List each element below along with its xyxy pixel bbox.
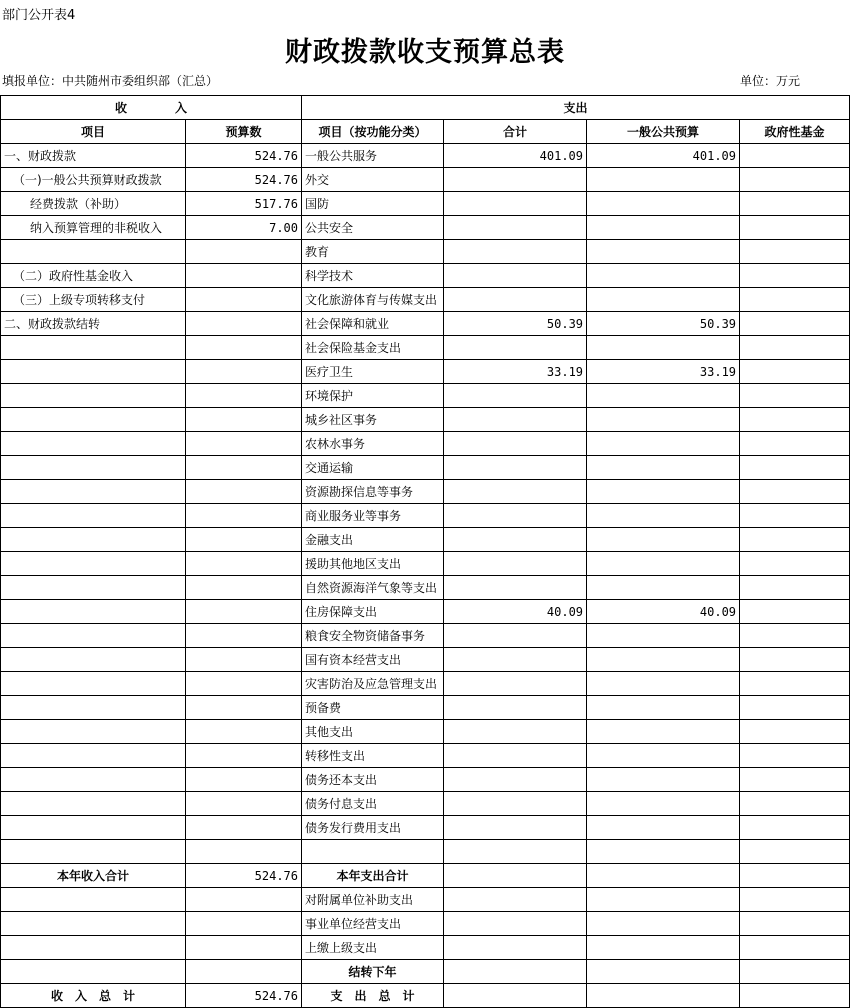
column-header-row (1, 120, 850, 144)
expense-general (587, 216, 740, 240)
table-row (1, 168, 850, 192)
expense-total (444, 696, 587, 720)
income-value (186, 696, 302, 720)
expense-total (444, 624, 587, 648)
expense-fund (740, 552, 850, 576)
cell (186, 912, 302, 936)
expense-fund (740, 384, 850, 408)
income-item (1, 552, 186, 576)
expense-fund (740, 768, 850, 792)
expense-general: 50.39 (587, 312, 740, 336)
table-row (1, 624, 850, 648)
expense-fund (740, 648, 850, 672)
expense-item: 社会保障和就业 (302, 312, 444, 336)
cell (444, 864, 587, 888)
cell (587, 984, 740, 1008)
budget-table (0, 95, 850, 1008)
income-value (186, 360, 302, 384)
expense-general (587, 768, 740, 792)
income-item (1, 816, 186, 840)
income-item (1, 648, 186, 672)
income-value (186, 288, 302, 312)
year-income-value: 524.76 (186, 864, 302, 888)
cell (587, 864, 740, 888)
expense-fund (740, 456, 850, 480)
expense-total: 40.09 (444, 600, 587, 624)
income-value (186, 792, 302, 816)
table-row (1, 432, 850, 456)
expense-header: 支出 (302, 96, 850, 120)
cell (1, 960, 186, 984)
expense-fund (740, 360, 850, 384)
expense-fund (740, 840, 850, 864)
income-total-label: 收 入 总 计 (1, 984, 186, 1008)
income-item (1, 720, 186, 744)
expense-item: 交通运输 (302, 456, 444, 480)
income-item (1, 792, 186, 816)
expense-general (587, 552, 740, 576)
expense-fund (740, 816, 850, 840)
table-row (1, 768, 850, 792)
income-item: （一)一般公共预算财政拨款 (1, 168, 186, 192)
expense-item: 援助其他地区支出 (302, 552, 444, 576)
table-row (1, 792, 850, 816)
income-item (1, 432, 186, 456)
expense-item: 自然资源海洋气象等支出 (302, 576, 444, 600)
expense-total (444, 528, 587, 552)
income-value (186, 240, 302, 264)
expense-total (444, 840, 587, 864)
income-value (186, 432, 302, 456)
form-number: 部门公开表4 (2, 8, 76, 23)
expense-item: 医疗卫生 (302, 360, 444, 384)
cell (740, 960, 850, 984)
table-row (1, 384, 850, 408)
income-value: 7.00 (186, 216, 302, 240)
expense-fund (740, 792, 850, 816)
expense-total (444, 336, 587, 360)
expense-total: 401.09 (444, 144, 587, 168)
cell (186, 888, 302, 912)
expense-general (587, 168, 740, 192)
table-row (1, 696, 850, 720)
expense-fund (740, 168, 850, 192)
income-item (1, 768, 186, 792)
income-item (1, 672, 186, 696)
table-row (1, 912, 850, 936)
expense-fund (740, 264, 850, 288)
cell (186, 960, 302, 984)
income-value (186, 480, 302, 504)
income-item (1, 600, 186, 624)
expense-total (444, 288, 587, 312)
expense-total (444, 816, 587, 840)
expense-item: 预备费 (302, 696, 444, 720)
page-title: 财政拨款收支预算总表 (285, 37, 565, 68)
expense-total (444, 744, 587, 768)
income-item: 经费拨款（补助） (1, 192, 186, 216)
expense-total: 50.39 (444, 312, 587, 336)
table-row (1, 144, 850, 168)
expense-fund (740, 720, 850, 744)
cell (740, 864, 850, 888)
table-row (1, 840, 850, 864)
expense-general (587, 840, 740, 864)
income-value (186, 672, 302, 696)
expense-item: 债务还本支出 (302, 768, 444, 792)
expense-item: 国防 (302, 192, 444, 216)
expense-item: 债务发行费用支出 (302, 816, 444, 840)
table-row (1, 480, 850, 504)
expense-total (444, 240, 587, 264)
expense-general (587, 696, 740, 720)
expense-item (302, 840, 444, 864)
income-item (1, 336, 186, 360)
table-row (1, 648, 850, 672)
table-row (1, 360, 850, 384)
table-row (1, 528, 850, 552)
expense-fund (740, 192, 850, 216)
expense-total (444, 768, 587, 792)
table-row (1, 456, 850, 480)
table-row (1, 600, 850, 624)
cell (740, 888, 850, 912)
cell (587, 936, 740, 960)
expense-fund (740, 480, 850, 504)
year-income-label: 本年收入合计 (1, 864, 186, 888)
expense-item: 文化旅游体育与传媒支出 (302, 288, 444, 312)
expense-general (587, 624, 740, 648)
table-row (1, 552, 850, 576)
expense-fund (740, 624, 850, 648)
expense-item: 债务付息支出 (302, 792, 444, 816)
section-header-row (1, 96, 850, 120)
table-row (1, 216, 850, 240)
expense-general: 401.09 (587, 144, 740, 168)
cell (1, 936, 186, 960)
income-value (186, 528, 302, 552)
table-row (1, 960, 850, 984)
table-row (1, 816, 850, 840)
expense-total (444, 576, 587, 600)
income-item (1, 696, 186, 720)
income-value (186, 408, 302, 432)
expense-total (444, 504, 587, 528)
expense-general (587, 672, 740, 696)
table-row (1, 264, 850, 288)
income-item: 一、财政拨款 (1, 144, 186, 168)
expense-fund (740, 216, 850, 240)
income-item (1, 624, 186, 648)
cell (1, 912, 186, 936)
grand-total-row (1, 984, 850, 1008)
expense-fund (740, 240, 850, 264)
income-value (186, 576, 302, 600)
expense-general (587, 744, 740, 768)
income-item (1, 480, 186, 504)
income-value: 517.76 (186, 192, 302, 216)
expense-total (444, 792, 587, 816)
cell (444, 912, 587, 936)
income-value (186, 264, 302, 288)
table-row (1, 288, 850, 312)
table-row (1, 504, 850, 528)
expense-total (444, 456, 587, 480)
expense-item: 灾害防治及应急管理支出 (302, 672, 444, 696)
col-func-item: 项目（按功能分类） (302, 120, 444, 144)
expense-item: 商业服务业等事务 (302, 504, 444, 528)
expense-fund (740, 576, 850, 600)
cell (587, 912, 740, 936)
expense-fund (740, 672, 850, 696)
income-value (186, 384, 302, 408)
expense-general (587, 384, 740, 408)
cell (1, 888, 186, 912)
income-item: （二）政府性基金收入 (1, 264, 186, 288)
cell (444, 888, 587, 912)
expense-total (444, 408, 587, 432)
income-value (186, 720, 302, 744)
expense-item: 粮食安全物资储备事务 (302, 624, 444, 648)
income-total-value: 524.76 (186, 984, 302, 1008)
expense-general (587, 720, 740, 744)
cell (587, 888, 740, 912)
income-item (1, 384, 186, 408)
expense-general (587, 192, 740, 216)
income-value (186, 624, 302, 648)
expense-item: 转移性支出 (302, 744, 444, 768)
income-value (186, 768, 302, 792)
expense-general (587, 648, 740, 672)
expense-general (587, 528, 740, 552)
expense-item: 公共安全 (302, 216, 444, 240)
expense-general (587, 576, 740, 600)
expense-item: 教育 (302, 240, 444, 264)
expense-total (444, 720, 587, 744)
expense-total (444, 216, 587, 240)
expense-general (587, 792, 740, 816)
cell (740, 936, 850, 960)
expense-general: 33.19 (587, 360, 740, 384)
expense-total (444, 192, 587, 216)
reporting-unit: 填报单位：中共随州市委组织部（汇总） (2, 74, 219, 88)
table-row (1, 576, 850, 600)
expense-total (444, 264, 587, 288)
col-total: 合计 (444, 120, 587, 144)
expense-total (444, 168, 587, 192)
expense-general (587, 288, 740, 312)
col-budget: 预算数 (186, 120, 302, 144)
income-item (1, 360, 186, 384)
income-value: 524.76 (186, 168, 302, 192)
expense-general (587, 240, 740, 264)
expense-fund (740, 432, 850, 456)
expense-fund (740, 696, 850, 720)
income-value (186, 456, 302, 480)
table-row (1, 408, 850, 432)
expense-fund (740, 312, 850, 336)
expense-general (587, 432, 740, 456)
income-item (1, 240, 186, 264)
table-row (1, 336, 850, 360)
expense-total-label: 支 出 总 计 (302, 984, 444, 1008)
expense-total (444, 552, 587, 576)
cell (740, 912, 850, 936)
table-row (1, 720, 850, 744)
expense-general (587, 408, 740, 432)
expense-item: 农林水事务 (302, 432, 444, 456)
income-value (186, 336, 302, 360)
income-value (186, 648, 302, 672)
expense-total (444, 648, 587, 672)
expense-fund (740, 744, 850, 768)
expense-fund (740, 144, 850, 168)
carry-next-label: 结转下年 (302, 960, 444, 984)
expense-general (587, 816, 740, 840)
table-row (1, 672, 850, 696)
cell (444, 960, 587, 984)
income-item: 纳入预算管理的非税收入 (1, 216, 186, 240)
income-value: 524.76 (186, 144, 302, 168)
expense-item: 一般公共服务 (302, 144, 444, 168)
currency-unit: 单位：万元 (740, 74, 801, 88)
income-item (1, 744, 186, 768)
income-value (186, 600, 302, 624)
expense-general (587, 456, 740, 480)
income-value (186, 840, 302, 864)
col-item: 项目 (1, 120, 186, 144)
year-total-row (1, 864, 850, 888)
table-row (1, 312, 850, 336)
sub-aid-label: 对附属单位补助支出 (302, 888, 444, 912)
cell (186, 936, 302, 960)
expense-total (444, 480, 587, 504)
col-fund: 政府性基金 (740, 120, 850, 144)
table-row (1, 936, 850, 960)
expense-item: 资源勘探信息等事务 (302, 480, 444, 504)
table-row (1, 240, 850, 264)
income-value (186, 312, 302, 336)
expense-item: 社会保险基金支出 (302, 336, 444, 360)
income-header: 收 入 (1, 96, 302, 120)
expense-item: 其他支出 (302, 720, 444, 744)
expense-total: 33.19 (444, 360, 587, 384)
expense-total (444, 432, 587, 456)
income-item (1, 840, 186, 864)
biz-op-label: 事业单位经营支出 (302, 912, 444, 936)
income-item (1, 576, 186, 600)
cell (444, 936, 587, 960)
table-row (1, 192, 850, 216)
expense-fund (740, 408, 850, 432)
expense-item: 住房保障支出 (302, 600, 444, 624)
income-item (1, 408, 186, 432)
expense-general (587, 336, 740, 360)
expense-item: 环境保护 (302, 384, 444, 408)
expense-general (587, 480, 740, 504)
expense-item: 科学技术 (302, 264, 444, 288)
income-item (1, 504, 186, 528)
table-row (1, 888, 850, 912)
expense-total (444, 672, 587, 696)
expense-fund (740, 336, 850, 360)
income-value (186, 552, 302, 576)
expense-general: 40.09 (587, 600, 740, 624)
year-expense-label: 本年支出合计 (302, 864, 444, 888)
expense-item: 金融支出 (302, 528, 444, 552)
expense-fund (740, 528, 850, 552)
cell (740, 984, 850, 1008)
income-item: 二、财政拨款结转 (1, 312, 186, 336)
expense-fund (740, 600, 850, 624)
expense-general (587, 504, 740, 528)
col-general: 一般公共预算 (587, 120, 740, 144)
cell (444, 984, 587, 1008)
expense-item: 外交 (302, 168, 444, 192)
income-value (186, 816, 302, 840)
cell (587, 960, 740, 984)
income-value (186, 504, 302, 528)
expense-fund (740, 504, 850, 528)
income-value (186, 744, 302, 768)
expense-general (587, 264, 740, 288)
expense-item: 城乡社区事务 (302, 408, 444, 432)
income-item (1, 456, 186, 480)
expense-fund (740, 288, 850, 312)
expense-item: 国有资本经营支出 (302, 648, 444, 672)
income-item (1, 528, 186, 552)
expense-total (444, 384, 587, 408)
income-item: （三）上级专项转移支付 (1, 288, 186, 312)
table-row (1, 744, 850, 768)
upper-pay-label: 上缴上级支出 (302, 936, 444, 960)
